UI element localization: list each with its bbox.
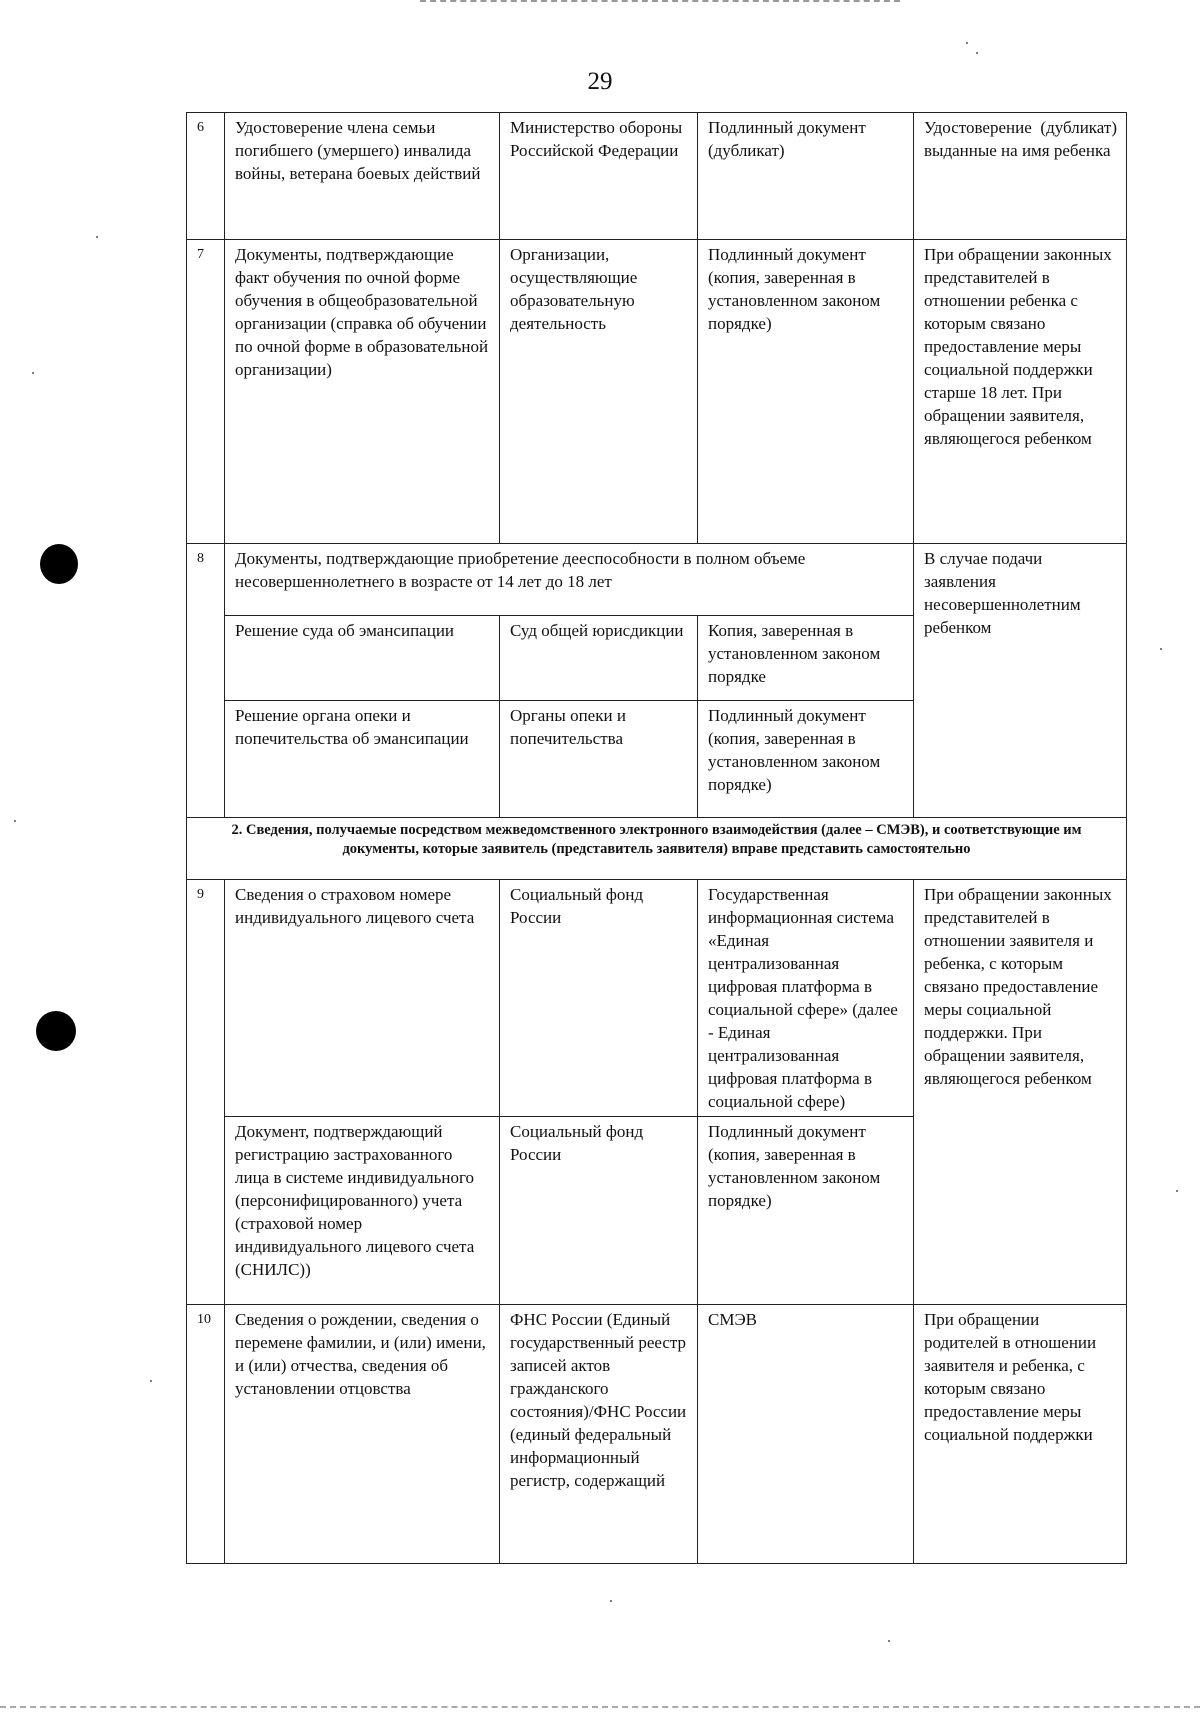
- document-form-cell: Подлинный документ (копия, заверенная в установленном законом порядке): [698, 1117, 914, 1305]
- issuer-cell: Суд общей юрисдикции: [500, 616, 698, 701]
- scan-speck: [96, 236, 98, 238]
- document-form-cell: Подлинный документ (копия, заверенная в установленном законом порядке): [698, 240, 914, 544]
- issuer-cell: Социальный фонд России: [500, 880, 698, 1117]
- row-number: 9: [187, 880, 225, 1305]
- document-form-cell: Подлинный документ (дубликат): [698, 113, 914, 240]
- section-heading-row: [187, 818, 1127, 880]
- document-form-cell: СМЭВ: [698, 1305, 914, 1564]
- note-cell: При обращении родителей в отношении заявителя и ребенка, с которым связано предоставление меры социальной поддержки: [914, 1305, 1127, 1564]
- issuer-cell: Министерство обороны Российской Федерации: [500, 113, 698, 240]
- issuer-cell: Органы опеки и попечительства: [500, 701, 698, 818]
- row-number: 6: [187, 113, 225, 240]
- documents-table: [186, 112, 1127, 1564]
- scan-speck: [14, 820, 16, 822]
- scan-speck: [1160, 648, 1162, 650]
- row-number: 8: [187, 544, 225, 818]
- row-number: 7: [187, 240, 225, 544]
- note-cell: При обращении законных представителей в отношении заявителя и ребенка, с которым связано предоставление меры социальной поддержки. При обращении заявителя, являющегося ребенком: [914, 880, 1127, 1305]
- document-form-cell: Государственная информационная система «Единая централизованная цифровая платформа в социальной сфере» (далее - Единая централизованная цифровая платформа в социальной сфере): [698, 880, 914, 1117]
- issuer-cell: Социальный фонд России: [500, 1117, 698, 1305]
- issuer-cell: ФНС России (Единый государственный реестр записей актов гражданского состояния)/ФНС России (единый федеральный информационный регистр, содержащий: [500, 1305, 698, 1564]
- table-row-10: [187, 1305, 1127, 1564]
- scan-edge-bottom: [0, 1706, 1200, 1711]
- note-cell: Удостоверение (дубликат) выданные на имя ребенка: [914, 113, 1127, 240]
- scan-speck: [966, 42, 968, 44]
- document-name-cell: Документ, подтверждающий регистрацию застрахованного лица в системе индивидуального (персонифицированного) учета (страховой номер индивидуального лицевого счета (СНИЛС)): [225, 1117, 500, 1305]
- document-name-cell: Решение органа опеки и попечительства об эмансипации: [225, 701, 500, 818]
- table-row-8: [187, 544, 1127, 616]
- document-name-cell: Сведения о рождении, сведения о перемене фамилии, и (или) имени, и (или) отчества, сведения об установлении отцовства: [225, 1305, 500, 1564]
- section-heading: 2. Сведения, получаемые посредством межведомственного электронного взаимодействия (далее – СМЭВ), и соответствующие им документы, которые заявитель (представитель заявителя) вправе представить самостоятельно: [187, 818, 1127, 880]
- page-number: 29: [587, 68, 613, 95]
- table-row-7: [187, 240, 1127, 544]
- scan-speck: [976, 52, 978, 54]
- row-number: 10: [187, 1305, 225, 1564]
- scan-speck: [150, 1380, 152, 1382]
- note-cell: При обращении законных представителей в отношении ребенка с которым связано предоставление меры социальной поддержки старше 18 лет. При обращении заявителя, являющегося ребенком: [914, 240, 1127, 544]
- document-name-cell: Удостоверение члена семьи погибшего (умершего) инвалида войны, ветерана боевых действий: [225, 113, 500, 240]
- table-row-6: [187, 113, 1127, 240]
- issuer-cell: Организации, осуществляющие образовательную деятельность: [500, 240, 698, 544]
- scan-edge-top: [420, 0, 900, 4]
- note-cell: В случае подачи заявления несовершеннолетним ребенком: [914, 544, 1127, 818]
- scan-speck: [1176, 1190, 1178, 1192]
- punch-hole-mark: [36, 1011, 76, 1051]
- document-name-cell: Документы, подтверждающие факт обучения по очной форме обучения в общеобразовательной организации (справка об обучении по очной форме в образовательной организации): [225, 240, 500, 544]
- document-name-cell: Сведения о страховом номере индивидуального лицевого счета: [225, 880, 500, 1117]
- punch-hole-mark: [40, 544, 78, 584]
- table-row-9: [187, 880, 1127, 1117]
- document-form-cell: Копия, заверенная в установленном законом порядке: [698, 616, 914, 701]
- group-header-cell: Документы, подтверждающие приобретение дееспособности в полном объеме несовершеннолетнего в возрасте от 14 лет до 18 лет: [225, 544, 914, 616]
- scan-speck: [32, 372, 34, 374]
- document-form-cell: Подлинный документ (копия, заверенная в установленном законом порядке): [698, 701, 914, 818]
- scan-speck: [610, 1600, 612, 1602]
- scan-speck: [888, 1640, 890, 1642]
- document-name-cell: Решение суда об эмансипации: [225, 616, 500, 701]
